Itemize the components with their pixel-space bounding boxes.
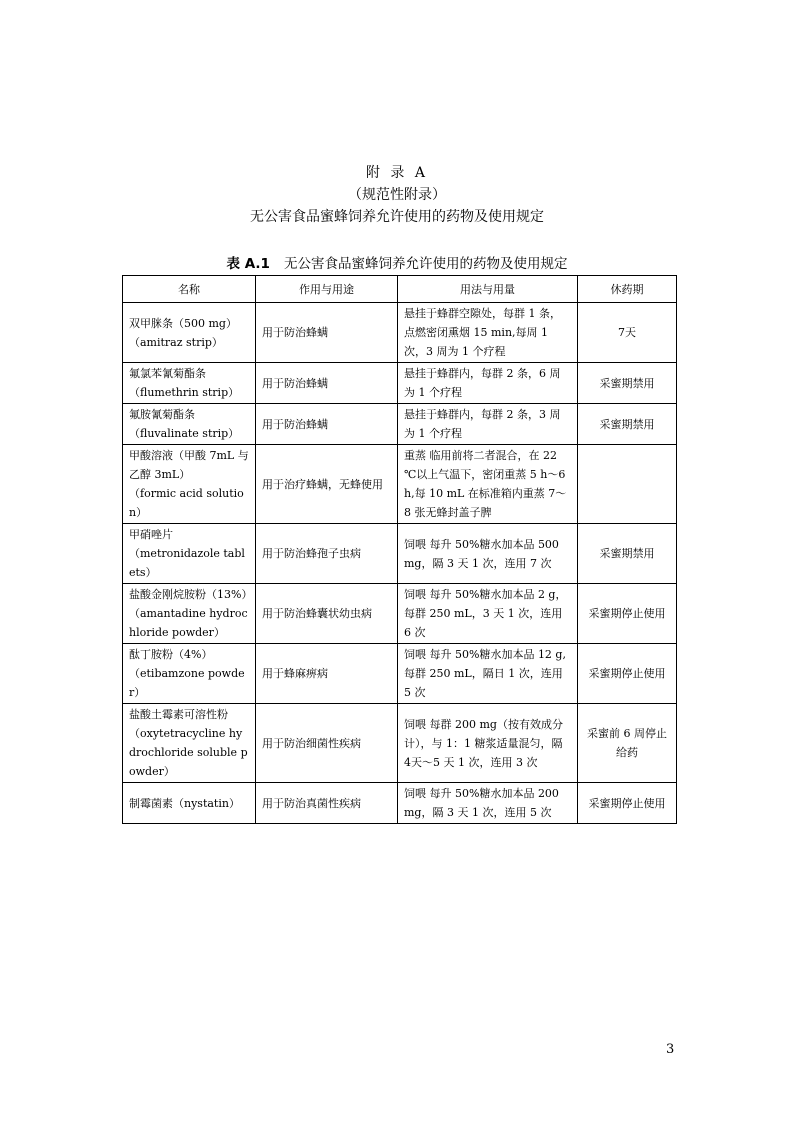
drug-dosage-cell: 悬挂于蜂群内，每群 2 条，3 周为 1 个疗程 [398,404,578,445]
drug-use-cell: 用于防治细菌性疾病 [256,704,398,783]
drug-name-cell [123,404,256,445]
drug-use-cell: 用于防治真菌性疾病 [256,783,398,824]
drug-withdrawal-cell: 采蜜期禁用 [578,404,677,445]
table-caption [0,252,794,272]
drug-dosage-cell: 饲喂 每升 50%糖水加本品 200 mg，隔 3 天 1 次，连用 5 次 [398,783,578,824]
drug-name-cell [123,445,256,524]
drug-use-cell: 用于防治蜂螨 [256,363,398,404]
drug-withdrawal-cell: 7天 [578,303,677,363]
drug-dosage-cell: 饲喂 每升 50%糖水加本品 12 g,每群 250 mL，隔日 1 次，连用 5 次 [398,644,578,704]
table-row [123,783,677,824]
drug-withdrawal-cell: 采蜜期禁用 [578,524,677,584]
appendix-subtitle: 无公害食品蜜蜂饲养允许使用的药物及使用规定 [250,209,544,225]
appendix-title: 附 录 A [365,165,428,181]
drug-withdrawal-cell [578,445,677,524]
drug-use-cell: 用于防治蜂螨 [256,404,398,445]
drug-name-cn: 盐酸金刚烷胺粉（13%） [129,588,253,601]
table-row [123,363,677,404]
table-row [123,404,677,445]
page-number: 3 [666,1042,675,1057]
appendix-type: （规范性附录） [348,187,446,203]
drug-name-cell [123,524,256,584]
table-caption-title: 无公害食品蜜蜂饲养允许使用的药物及使用规定 [283,256,568,272]
drug-name-cn: 酞丁胺粉（4%） [129,648,213,661]
drug-name-en: （fluvalinate strip） [129,427,240,440]
drug-name-cn: 氟氯苯氰菊酯条 [129,367,206,380]
table-body [123,303,677,824]
table-header-row [123,276,677,303]
table-row [123,644,677,704]
drug-name-cell [123,704,256,783]
drug-name-en: （oxytetracycline hydrochloride soluble powder） [129,727,248,778]
drug-withdrawal-cell: 采蜜期停止使用 [578,584,677,644]
drug-withdrawal-cell: 采蜜期停止使用 [578,783,677,824]
drug-withdrawal-cell: 采蜜期停止使用 [578,644,677,704]
table-row [123,303,677,363]
drug-name-en: （flumethrin strip） [129,386,240,399]
table-row [123,445,677,524]
drug-use-cell: 用于防治蜂囊状幼虫病 [256,584,398,644]
drug-table [122,275,677,824]
drug-name-cn: 双甲脒条（500 mg） [129,316,237,330]
header-withdrawal: 休药期 [578,276,677,303]
drug-name-cn: 盐酸土霉素可溶性粉 [129,708,228,721]
table-row [123,524,677,584]
drug-name-en: （formic acid solution） [129,487,244,519]
drug-dosage-cell: 悬挂于蜂群内，每群 2 条，6 周为 1 个疗程 [398,363,578,404]
table-caption-number: 表 A.1 [226,256,270,272]
drug-name-cn: 甲硝唑片 [129,528,173,541]
drug-dosage-cell: 饲喂 每升 50%糖水加本品 2 g，每群 250 mL，3 天 1 次，连用 6 次 [398,584,578,644]
drug-name-en: （amantadine hydrochloride powder） [129,607,248,639]
drug-name-cell [123,783,256,824]
table-row [123,704,677,783]
drug-use-cell: 用于防治蜂螨 [256,303,398,363]
drug-name-en: （etibamzone powder） [129,667,245,699]
drug-name-en: （amitraz strip） [129,335,223,349]
header-dosage: 用法与用量 [398,276,578,303]
drug-dosage-cell: 饲喂 每群 200 mg（按有效成分计），与 1：1 糖浆适量混匀，隔 4天～5 天 1 次，连用 3 次 [398,704,578,783]
drug-name-en: （metronidazole tablets） [129,547,245,579]
drug-name-cn: 甲酸溶液（甲酸 7mL 与乙醇 3mL） [129,449,249,481]
drug-use-cell: 用于治疗蜂螨，无蜂使用 [256,445,398,524]
drug-name-cn: 氟胺氰菊酯条 [129,408,195,421]
drug-dosage-cell: 悬挂于蜂群空隙处，每群 1 条，点燃密闭熏烟 15 min,每周 1 次，3 周为 1 个疗程 [398,303,578,363]
header-name: 名称 [123,276,256,303]
drug-name-cell [123,584,256,644]
drug-name-cn: 制霉菌素（nystatin） [129,796,240,810]
drug-dosage-cell: 重蒸 临用前将二者混合，在 22 ℃以上气温下，密闭重蒸 5 h～6 h,每 10 mL 在标准箱内重蒸 7～8 张无蜂封盖子脾 [398,445,578,524]
drug-name-cell [123,644,256,704]
header-use: 作用与用途 [256,276,398,303]
drug-dosage-cell: 饲喂 每升 50%糖水加本品 500 mg，隔 3 天 1 次，连用 7 次 [398,524,578,584]
drug-withdrawal-cell: 采蜜期禁用 [578,363,677,404]
drug-name-cell [123,363,256,404]
drug-withdrawal-cell: 采蜜前 6 周停止给药 [578,704,677,783]
table-row [123,584,677,644]
drug-use-cell: 用于防治蜂孢子虫病 [256,524,398,584]
drug-name-cell [123,303,256,363]
drug-use-cell: 用于蜂麻痹病 [256,644,398,704]
